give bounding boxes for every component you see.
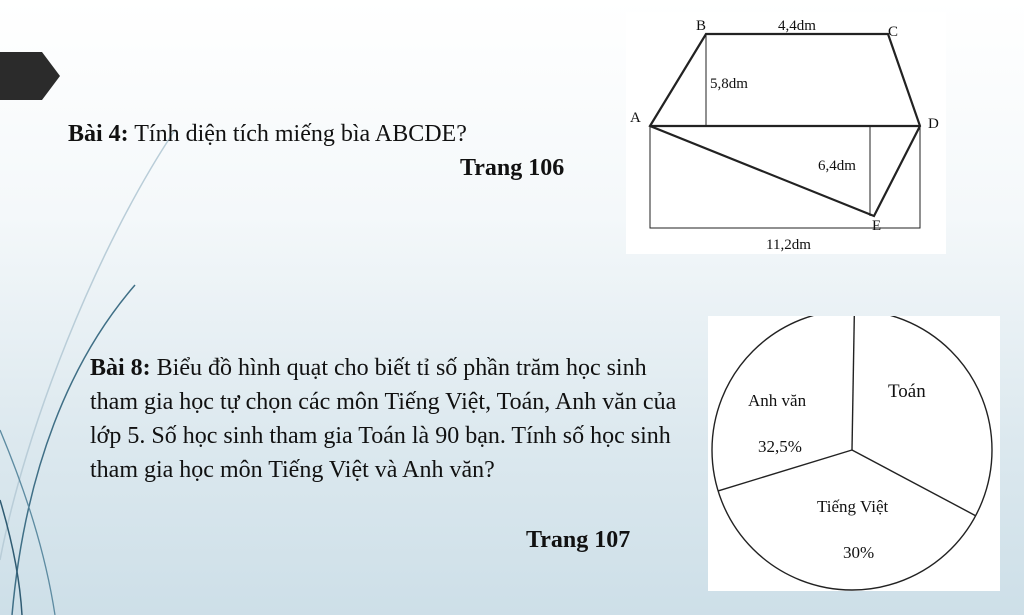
exercise-4-label: Bài 4: [68,121,129,147]
point-a: A [630,110,641,126]
divider-toan-tiengviet [718,450,852,491]
slice-name-toan: Toán [888,381,926,402]
exercise-8-label: Bài 8: [90,355,151,381]
pie-chart [708,316,1000,591]
decor-curve-1 [0,130,175,560]
point-b: B [696,18,707,34]
measure-height-e: 6,4dm [818,158,856,174]
slice-label-anh-van: 32,5% [758,437,802,456]
exercise-8-text [90,351,680,487]
point-c: C [888,24,899,40]
measure-bc: 4,4dm [778,18,816,34]
figure-abcde [626,12,946,254]
point-e: E [872,218,882,234]
slice-name-anh-van: Anh văn [748,391,807,410]
slice-name-tieng-viet: Tiếng Việt [817,497,889,516]
pie-figure [708,316,1000,591]
exercise-4-page: Trang 106 [460,155,565,181]
exercise-8-question: Biểu đồ hình quạt cho biết tỉ số phần trăm học sinh tham gia học tự chọn các môn Tiếng Việt, Toán, Anh văn của lớp 5. Số học sinh tham gia Toán là 90 bạn. Tính số học sinh tham gia học môn Tiếng Việt và Anh văn? [90,355,677,483]
exercise-4-text [68,118,467,151]
measure-height-b: 5,8dm [710,76,748,92]
divider-tiengviet-anhvan [852,316,854,450]
exercise-8-page: Trang 107 [526,527,631,553]
point-d: D [928,116,939,132]
slice-label-tieng-viet: 30% [843,543,875,562]
measure-base: 11,2dm [766,237,811,253]
exercise-4-question: Tính diện tích miếng bìa ABCDE? [128,121,467,147]
figure-abcde-drawing [626,12,946,254]
